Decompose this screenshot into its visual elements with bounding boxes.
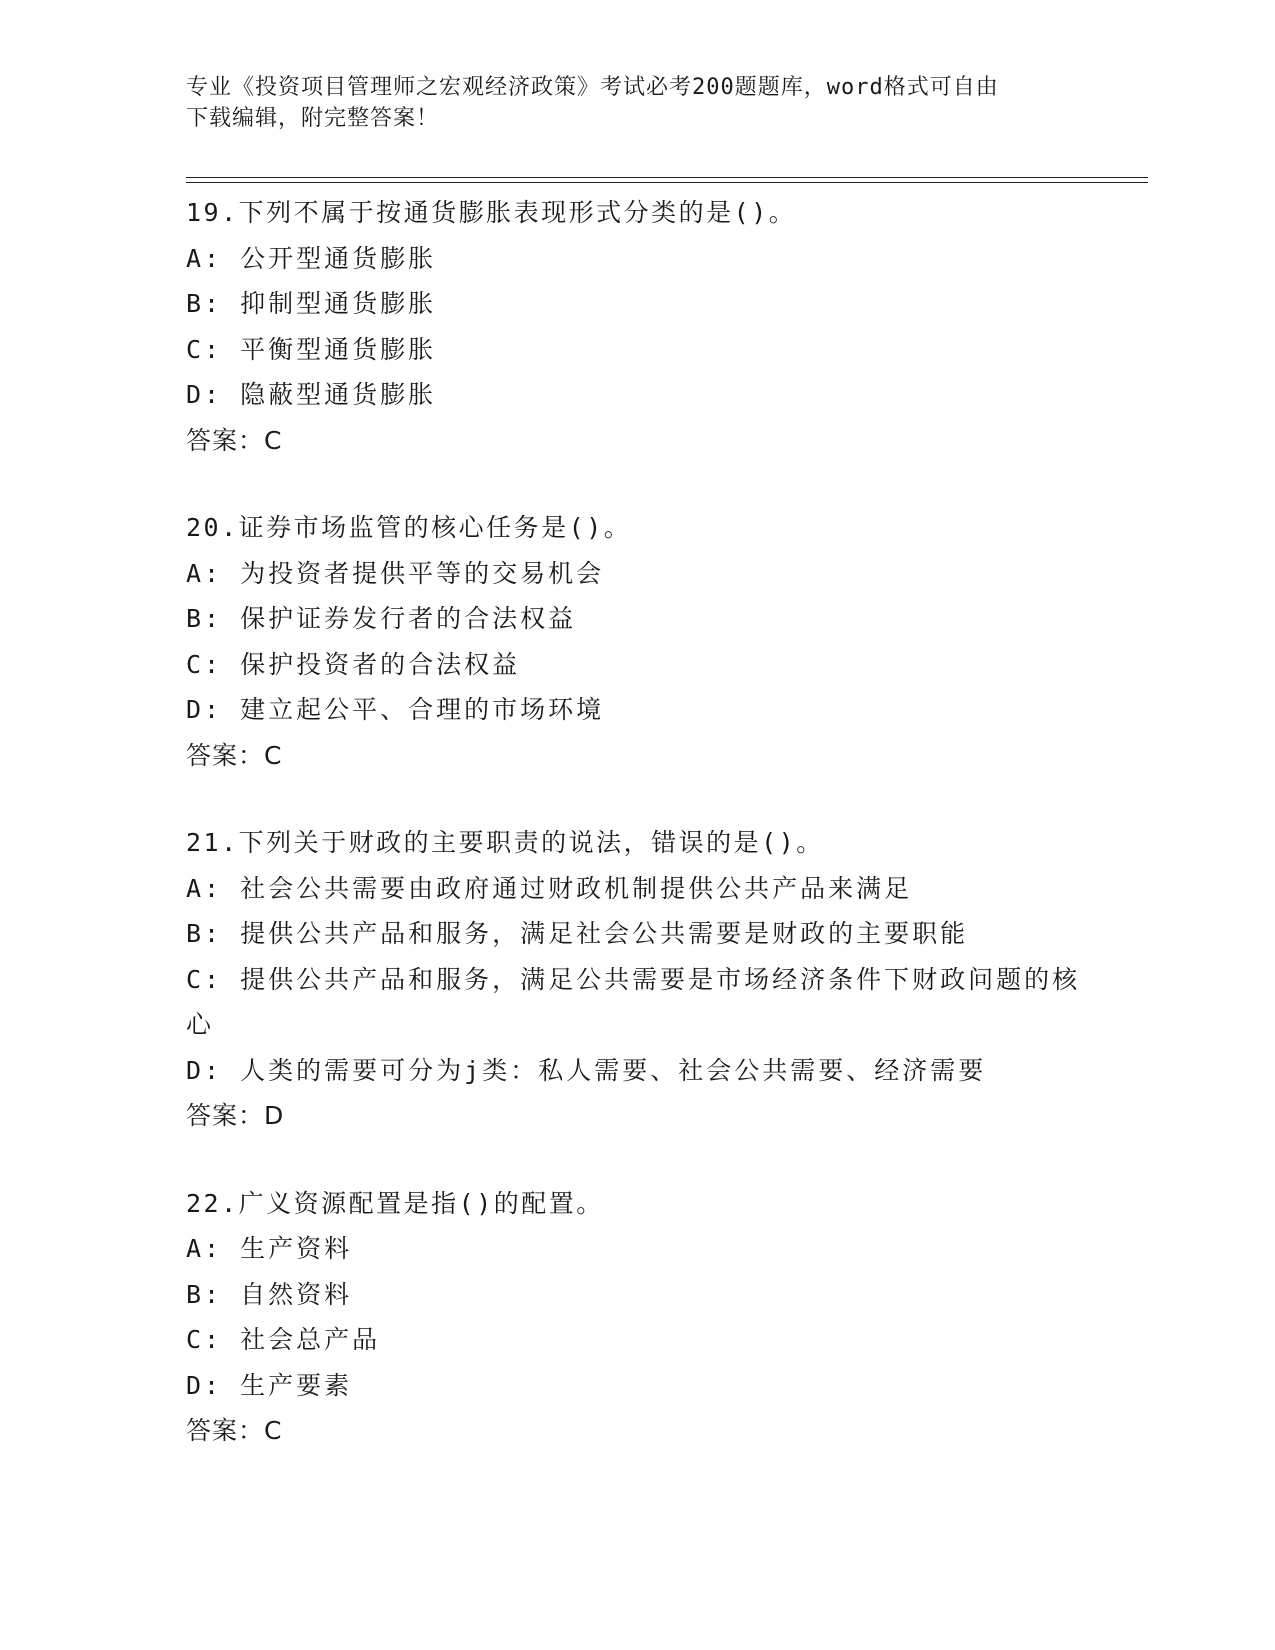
option-b: B: 提供公共产品和服务，满足社会公共需要是财政的主要职能: [186, 919, 969, 948]
question-stem: 20.证券市场监管的核心任务是()。: [186, 513, 632, 542]
document-header: [186, 72, 1086, 134]
question-21: [186, 820, 1106, 1139]
question-stem: 22.广义资源配置是指()的配置。: [186, 1188, 604, 1218]
answer: 答案：D: [186, 1101, 285, 1130]
option-b: B: 抑制型通货膨胀: [186, 289, 437, 318]
option-d: D: 生产要素: [186, 1370, 353, 1400]
question-list: [186, 190, 1106, 1496]
option-a: A: 社会公共需要由政府通过财政机制提供公共产品来满足: [186, 873, 913, 903]
header-line-2: 下载编辑，附完整答案！: [186, 106, 440, 131]
option-b: B: 自然资料: [186, 1279, 353, 1309]
option-d: D: 建立起公平、合理的市场环境: [186, 695, 605, 724]
option-a: A: 为投资者提供平等的交易机会: [186, 558, 605, 588]
option-b: B: 保护证券发行者的合法权益: [186, 604, 577, 633]
option-a: A: 公开型通货膨胀: [186, 243, 437, 273]
answer: 答案：C: [186, 425, 283, 455]
option-a: A: 生产资料: [186, 1234, 353, 1263]
header-divider-top: [186, 177, 1148, 178]
option-d: D: 人类的需要可分为j类：私人需要、社会公共需要、经济需要: [186, 1055, 987, 1085]
answer: 答案：C: [186, 1416, 283, 1445]
question-22: [186, 1181, 1106, 1454]
option-d: D: 隐蔽型通货膨胀: [186, 380, 437, 409]
question-stem: 19.下列不属于按通货膨胀表现形式分类的是()。: [186, 198, 797, 227]
option-c: C: 社会总产品: [186, 1325, 381, 1354]
header-line-1: 专业《投资项目管理师之宏观经济政策》考试必考200题题库，word格式可自由: [186, 75, 999, 100]
header-divider-bottom: [186, 182, 1148, 183]
option-c: C: 保护投资者的合法权益: [186, 649, 521, 679]
question-stem: 21.下列关于财政的主要职责的说法，错误的是()。: [186, 828, 824, 857]
question-20: [186, 505, 1106, 778]
option-c: C: 提供公共产品和服务，满足公共需要是市场经济条件下财政问题的核心: [186, 964, 1081, 1039]
answer: 答案：C: [186, 740, 283, 770]
option-c: C: 平衡型通货膨胀: [186, 334, 437, 364]
question-19: [186, 190, 1106, 463]
